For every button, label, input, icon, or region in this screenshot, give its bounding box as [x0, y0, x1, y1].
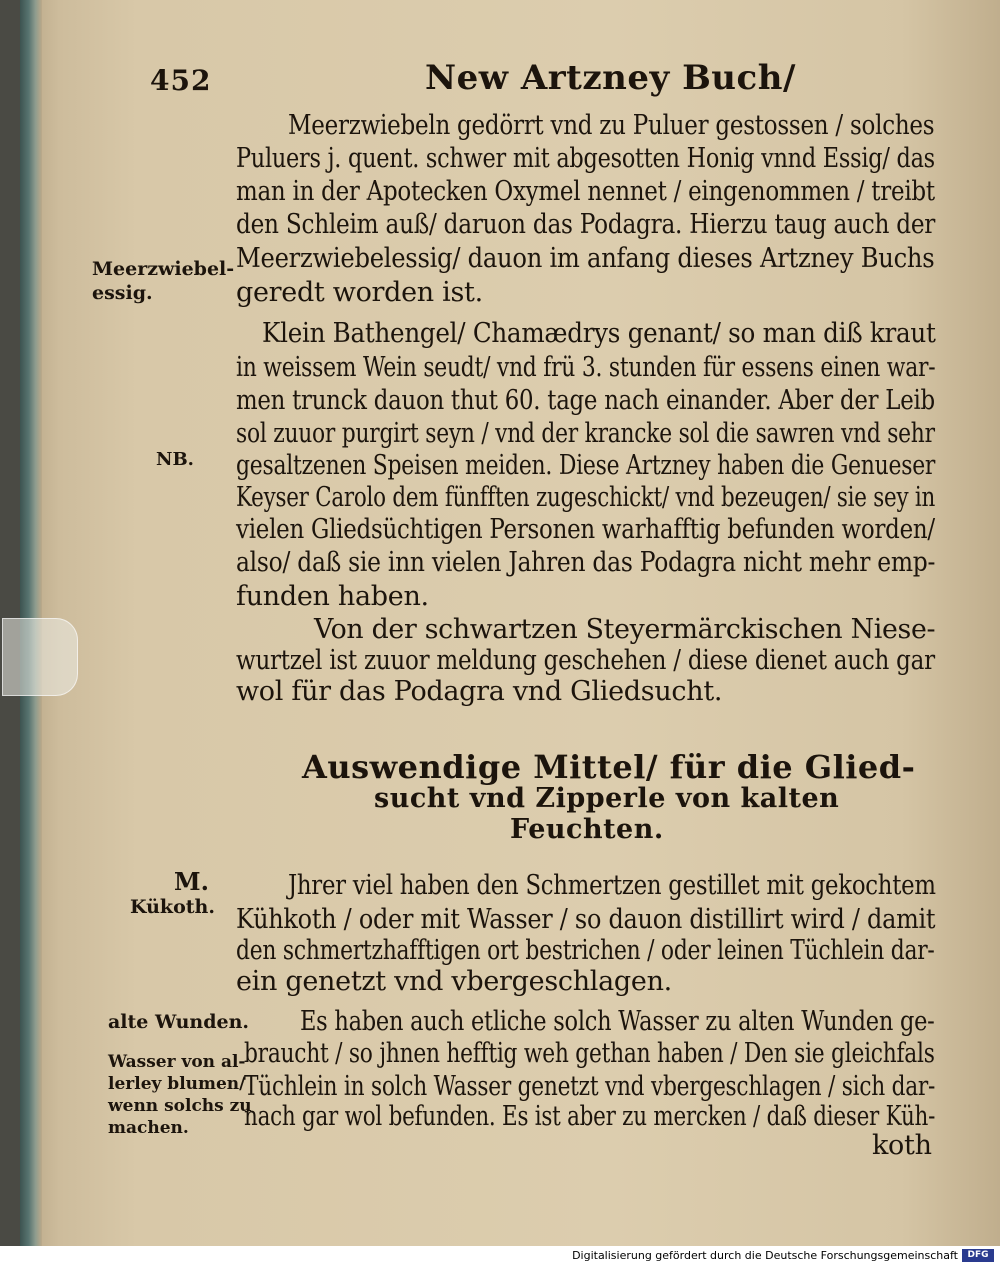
body-line: gesaltzenen Speisen meiden. Diese Artzney haben die Genueser [236, 450, 936, 481]
dfg-credit: Digitalisierung gefördert durch die Deutsche Forschungsgemeinschaft [572, 1249, 958, 1262]
section-heading-line: sucht vnd Zipperle von kalten [374, 783, 840, 814]
body-line: Von der schwartzen Steyermärckischen Niese- [314, 614, 936, 645]
body-line: den Schleim auß/ daruon das Podagra. Hierzu taug auch der [236, 209, 936, 240]
margin-note: Kükoth. [130, 896, 215, 918]
margin-note: wenn solchs zu [108, 1096, 252, 1116]
body-line: Meerzwiebelessig/ dauon im anfang dieses Artzney Buchs [236, 243, 935, 274]
margin-note: M. [174, 867, 209, 896]
page-clip [2, 618, 78, 696]
page-number: 452 [150, 64, 212, 97]
margin-note: machen. [108, 1118, 189, 1138]
body-line: funden haben. [236, 581, 429, 612]
margin-note: alte Wunden. [108, 1011, 250, 1033]
body-line: also/ daß sie inn vielen Jahren das Podagra nicht mehr emp- [236, 547, 936, 578]
margin-note: lerley blumen/ [108, 1074, 246, 1094]
body-line: Keyser Carolo dem fünfften zugeschickt/ vnd bezeugen/ sie sey in [236, 482, 936, 513]
section-heading-line: Auswendige Mittel/ für die Glied- [302, 748, 916, 786]
dfg-logo: DFG [962, 1249, 994, 1262]
body-line: wurtzel ist zuuor meldung geschehen / diese dienet auch gar [236, 645, 935, 676]
footer-bar [0, 1246, 1000, 1266]
section-line: nach gar wol befunden. Es ist aber zu mercken / daß dieser Küh- [244, 1101, 936, 1132]
section-line: den schmertzhafftigen ort bestrichen / oder leinen Tüchlein dar- [236, 935, 935, 966]
body-line: Puluers j. quent. schwer mit abgesotten Honig vnnd Essig/ das [236, 143, 935, 174]
section-line: Kühkoth / oder mit Wasser / so dauon distillirt wird / damit [236, 904, 936, 935]
catchword: koth [872, 1130, 932, 1161]
body-line: Klein Bathengel/ Chamædrys genant/ so man diß kraut [262, 318, 936, 349]
running-head: New Artzney Buch/ [425, 58, 796, 98]
body-line: in weissem Wein seudt/ vnd frü 3. stunden für essens einen war- [236, 352, 936, 383]
section-line: braucht / so jhnen hefftig weh gethan haben / Den sie gleichfals [244, 1038, 935, 1069]
body-line: geredt worden ist. [236, 277, 483, 308]
margin-note: Wasser von al- [108, 1052, 246, 1072]
margin-note: essig. [92, 282, 153, 304]
section-line: Es haben auch etliche solch Wasser zu alten Wunden ge- [300, 1006, 935, 1037]
section-line: Jhrer viel haben den Schmertzen gestillet mit gekochtem [288, 870, 936, 901]
section-heading-line: Feuchten. [510, 814, 664, 845]
body-line: vielen Gliedsüchtigen Personen warhafftig befunden worden/ [236, 514, 935, 545]
margin-note: Meerzwiebel- [92, 258, 235, 280]
section-line: Tüchlein in solch Wasser genetzt vnd vbergeschlagen / sich dar- [244, 1071, 936, 1102]
section-line: ein genetzt vnd vbergeschlagen. [236, 966, 672, 997]
body-line: men trunck dauon thut 60. tage nach einander. Aber der Leib [236, 385, 935, 416]
body-line: Meerzwiebeln gedörrt vnd zu Puluer gestossen / solches [288, 110, 935, 141]
body-line: man in der Apotecken Oxymel nennet / eingenommen / treibt [236, 176, 935, 207]
margin-note: NB. [156, 449, 194, 470]
body-line: wol für das Podagra vnd Gliedsucht. [236, 676, 723, 707]
body-line: sol zuuor purgirt seyn / vnd der krancke sol die sawren vnd sehr [236, 418, 935, 449]
